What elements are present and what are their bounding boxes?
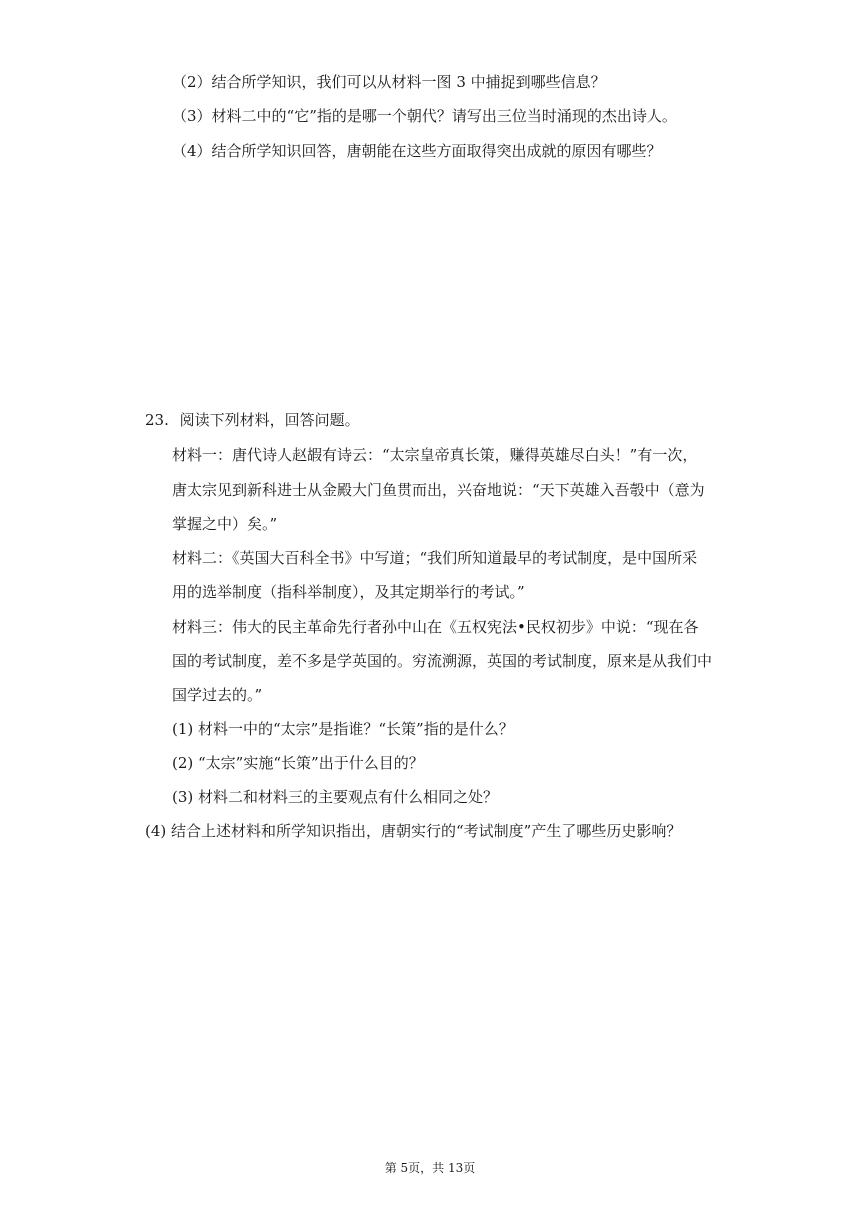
material-line: 材料二：《英国大百科全书》中写道；“我们所知道最早的考试制度，是中国所采 xyxy=(172,549,698,567)
page-footer: 第 5页，共 13页 xyxy=(384,1161,476,1175)
question-22-part-4: （4）结合所学知识回答，唐朝能在这些方面取得突出成就的原因有哪些？ xyxy=(172,142,662,160)
question-22-part-3: （3）材料二中的“它”指的是哪一个朝代？请写出三位当时涌现的杰出诗人。 xyxy=(172,107,677,125)
question-stem: 阅读下列材料，回答问题。 xyxy=(179,411,360,429)
material-line: 掌握之中）矣。” xyxy=(172,515,278,533)
material-line: 国学过去的。” xyxy=(172,686,263,704)
sub-question-3: (3) 材料二和材料三的主要观点有什么相同之处？ xyxy=(172,788,499,806)
question-22-part-2: （2）结合所学知识，我们可以从材料一图 3 中捕捉到哪些信息？ xyxy=(172,73,606,91)
sub-question-1: (1) 材料一中的“太宗”是指谁？“长策”指的是什么？ xyxy=(172,720,514,738)
sub-question-2: (2) “太宗”实施“长策”出于什么目的？ xyxy=(172,754,424,772)
material-line: 用的选举制度（指科举制度），及其定期举行的考试。” xyxy=(172,583,525,601)
question-number: 23. xyxy=(145,411,169,429)
material-line: 材料一：唐代诗人赵嘏有诗云：“太宗皇帝真长策，赚得英雄尽白头！”有一次， xyxy=(172,446,698,464)
sub-question-4: (4) 结合上述材料和所学知识指出，唐朝实行的“考试制度”产生了哪些历史影响？ xyxy=(145,822,682,840)
material-line: 唐太宗见到新科进士从金殿大门鱼贯而出，兴奋地说：“天下英雄入吾彀中（意为 xyxy=(172,481,705,499)
question-23-stem-line xyxy=(145,410,360,430)
material-line: 国的考试制度，差不多是学英国的。穷流溯源，英国的考试制度，原来是从我们中 xyxy=(172,652,713,670)
material-line: 材料三：伟大的民主革命先行者孙中山在《五权宪法•民权初步》中说：“现在各 xyxy=(172,618,699,636)
